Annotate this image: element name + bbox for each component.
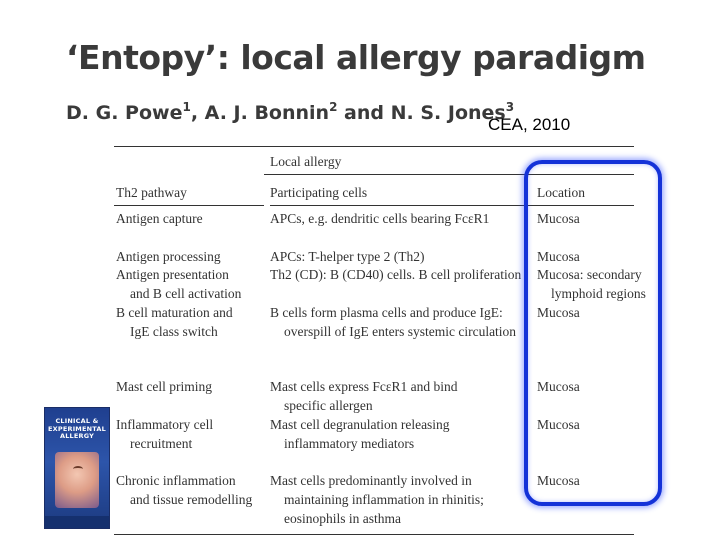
- table-cell-cells: maintaining inflammation in rhinitis;: [284, 492, 484, 507]
- table-cell-cells: Mast cells predominantly involved in: [270, 473, 472, 488]
- table-bottom-rule: [114, 534, 634, 535]
- table-cell-location: Mucosa: [537, 249, 580, 264]
- author-affiliation: 2: [329, 100, 338, 114]
- citation-label: CEA, 2010: [488, 115, 571, 134]
- table-cell-cells: Mast cell degranulation releasing: [270, 417, 450, 432]
- journal-cover-photo: [55, 452, 99, 508]
- journal-cover-footer: [45, 516, 109, 528]
- author-name: D. G. Powe: [66, 102, 183, 124]
- journal-cover-image: [44, 407, 110, 529]
- table-cell-cells: B cells form plasma cells and produce IgE:: [270, 305, 503, 320]
- group-header: Local allergy: [270, 154, 342, 169]
- column-header-pathway: Th2 pathway: [116, 185, 187, 200]
- table-cell-pathway: Mast cell priming: [116, 379, 212, 394]
- author-separator: and: [337, 102, 391, 124]
- table-cell-location: lymphoid regions: [551, 286, 646, 301]
- table-cell-location: Mucosa: [537, 417, 580, 432]
- journal-cover-title-line: CLINICAL &: [55, 417, 99, 425]
- table-cell-pathway: Antigen presentation: [116, 267, 229, 282]
- slide-title: ‘Entopy’: local allergy paradigm: [66, 38, 646, 77]
- table-cell-pathway: Inflammatory cell: [116, 417, 214, 432]
- table-cell-location: Mucosa: [537, 473, 580, 488]
- author-name: A. J. Bonnin: [204, 102, 330, 124]
- table-cell-location: Mucosa: secondary: [537, 267, 642, 282]
- author-affiliation: 1: [182, 100, 191, 114]
- table-cell-pathway: Antigen capture: [116, 211, 203, 226]
- table-cell-pathway: IgE class switch: [130, 324, 218, 339]
- journal-cover-face: [73, 466, 83, 472]
- table-cell-pathway: and B cell activation: [130, 286, 242, 301]
- table-cell-location: Mucosa: [537, 211, 580, 226]
- column-header-location: Location: [537, 185, 585, 200]
- location-column-highlight: [524, 160, 662, 506]
- table-cell-cells: Th2 (CD): B (CD40) cells. B cell proliferation: [270, 267, 522, 282]
- author-affiliation: 3: [505, 100, 515, 114]
- table-cell-pathway: and tissue remodelling: [130, 492, 253, 507]
- column-header-cells: Participating cells: [270, 185, 368, 200]
- author-name: N. S. Jones: [390, 102, 506, 124]
- table-cell-pathway: B cell maturation and: [116, 305, 233, 320]
- author-line: [66, 100, 514, 124]
- table-cell-location: Mucosa: [537, 305, 580, 320]
- table-cell-cells: eosinophils in asthma: [284, 511, 401, 526]
- table-cell-location: Mucosa: [537, 379, 580, 394]
- table-top-rule: [114, 146, 634, 147]
- table-cell-cells: Mast cells express FcεR1 and bind: [270, 379, 458, 394]
- table-cell-cells: inflammatory mediators: [284, 436, 415, 451]
- table-cell-cells: APCs: T-helper type 2 (Th2): [270, 249, 425, 264]
- table-cell-cells: APCs, e.g. dendritic cells bearing FcεR1: [270, 211, 490, 226]
- journal-cover-title-line: ALLERGY: [59, 432, 95, 440]
- table-cell-cells: specific allergen: [284, 398, 373, 413]
- author-separator: ,: [190, 102, 205, 124]
- table-cell-pathway: recruitment: [130, 436, 193, 451]
- journal-cover-title: [47, 418, 107, 441]
- journal-cover-title-line: EXPERIMENTAL: [48, 424, 106, 433]
- column-header-rule: [114, 205, 264, 206]
- table-cell-cells: overspill of IgE enters systemic circulation: [284, 324, 517, 339]
- table-cell-pathway: Chronic inflammation: [116, 473, 236, 488]
- table-cell-pathway: Antigen processing: [116, 249, 221, 264]
